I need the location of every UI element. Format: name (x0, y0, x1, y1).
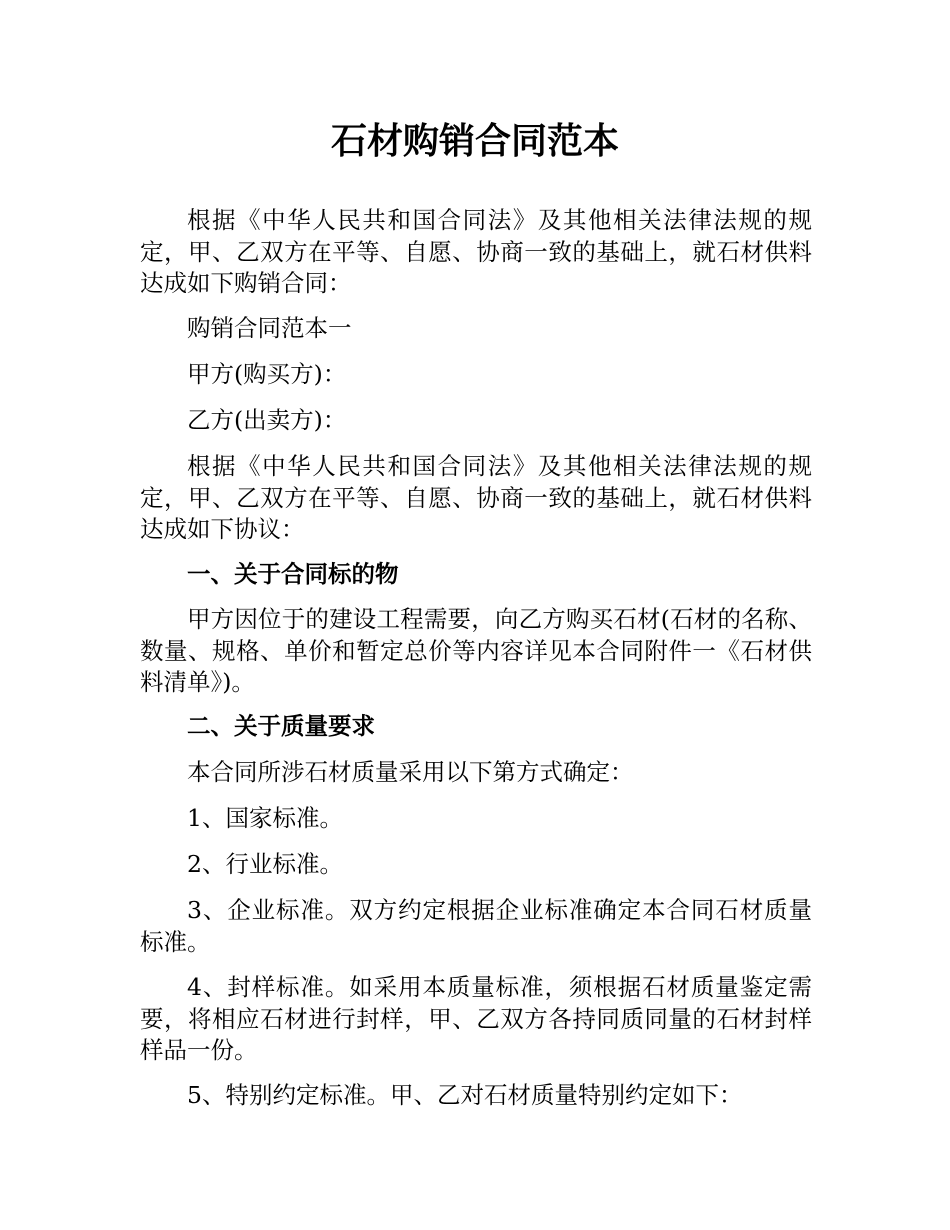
list-item-enterprise-standard: 3、企业标准。双方约定根据企业标准确定本合同石材质量标准。 (140, 896, 812, 956)
paragraph-intro: 根据《中华人民共和国合同法》及其他相关法律法规的规定，甲、乙双方在平等、自愿、协商一致的基础上，就石材供料达成如下购销合同： (140, 206, 812, 297)
section-heading-quality: 二、关于质量要求 (187, 712, 375, 740)
list-item-sealed-sample-standard: 4、封样标准。如采用本质量标准，须根据石材质量鉴定需要，将相应石材进行封样，甲、乙双方各持同质同量的石材封样样品一份。 (140, 973, 812, 1064)
paragraph-sample-heading: 购销合同范本一 (187, 314, 352, 342)
list-item-industry-standard: 2、行业标准。 (187, 850, 343, 878)
list-item-national-standard: 1、国家标准。 (187, 804, 343, 832)
paragraph-party-a: 甲方(购买方)： (187, 360, 347, 388)
paragraph-agreement-intro: 根据《中华人民共和国合同法》及其他相关法律法规的规定，甲、乙双方在平等、自愿、协商一致的基础上，就石材供料达成如下协议： (140, 452, 812, 543)
paragraph-quality-method: 本合同所涉石材质量采用以下第方式确定： (187, 758, 634, 786)
list-item-special-standard: 5、特别约定标准。甲、乙对石材质量特别约定如下： (187, 1081, 743, 1109)
document-title: 石材购销合同范本 (330, 121, 619, 162)
section-heading-subject-matter: 一、关于合同标的物 (187, 560, 399, 588)
paragraph-party-b: 乙方(出卖方)： (187, 406, 347, 434)
paragraph-subject-matter: 甲方因位于的建设工程需要，向乙方购买石材(石材的名称、数量、规格、单价和暂定总价等内容详见本合同附件一《石材供料清单》)。 (140, 605, 812, 696)
